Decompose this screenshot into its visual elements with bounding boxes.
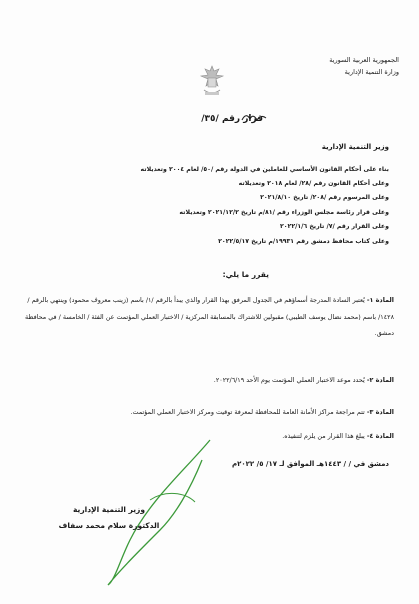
decides-heading: يقرر ما يلي: — [222, 270, 269, 279]
syrian-eagle-emblem-icon — [199, 64, 225, 98]
article-3 — [20, 404, 394, 421]
republic-name: الجمهورية العربية السورية — [329, 56, 399, 64]
article-label: المادة ١- — [366, 296, 394, 304]
basis-line-5: وعلى القرار رقم /٧/ تاريخ ٢٠٢٢/١/٦ — [279, 223, 389, 230]
ministry-name: وزارة التنمية الإدارية — [344, 68, 399, 76]
issue-date-line: دمشق في / / ١٤٤٣هـ الموافق لـ ١٧/ ٥/ ٢٠٢٢م — [231, 460, 389, 468]
minister-heading: وزير التنمية الإدارية — [321, 143, 389, 151]
signature-block — [29, 502, 189, 534]
article-text: تتم مراجعة مراكز الأمانة العامة للمحافظة لمعرفة توقيت ومركز الاختبار العملي المؤتمت. — [130, 408, 365, 416]
basis-line-6: وعلى كتاب محافظ دمشق رقم ١٩٩٣١/م تاريخ ٢٠٢٢/٥/١٧ — [218, 238, 389, 245]
basis-line-2: وعلى أحكام القانون رقم /٢٨/ لعام ٢٠١٨ وتعديلاته — [238, 180, 389, 187]
basis-line-3: وعلى المرسوم رقم /٢٠٨/ تاريخ ٢٠٢١/٨/١٠ — [260, 194, 389, 201]
letterhead — [289, 54, 399, 78]
article-2 — [20, 372, 394, 389]
article-label: المادة ٤- — [366, 432, 394, 440]
article-label: المادة ٣- — [366, 408, 394, 416]
signatory-title: وزير التنمية الإدارية — [72, 505, 146, 514]
decision-title: قرار رقم /٣٥/ — [201, 114, 263, 124]
article-text: يُحدد موعد الاختبار العملي المؤتمت يوم الأحد ٢٠٢٢/٦/١٩. — [213, 376, 365, 384]
article-1 — [20, 292, 394, 342]
article-text: يبلغ هذا القرار من يلزم لتنفيذه. — [282, 432, 365, 440]
article-text: يُعتبر السادة المدرجة أسماؤهم في الجدول المرفق بهذا القرار والذي يبدأ بالرقم /١/ باسم (زينب معروف محمود) وينتهي بالرقم /١٤٢٨/ باسم (محمد نضال يوسف الطيبي) مقبولين للاشتراك بالمسابقة المركزية / الاختبار العملي المؤتمت عن الفئة / الخامسة / في محافظة دمشق. — [24, 296, 394, 337]
basis-line-4: وعلى قرار رئاسة مجلس الوزراء رقم /٨١/م تاريخ ٢٠٢١/١٢/٢ وتعديلاته — [179, 209, 389, 216]
article-label: المادة ٢- — [366, 376, 394, 384]
basis-line-1: بناء على أحكام القانون الأساسي للعاملين في الدولة رقم /٥٠/ لعام ٢٠٠٤ وتعديلاته — [140, 166, 389, 173]
signatory-name: الدكتورة سلام محمد سفاف — [58, 521, 160, 530]
